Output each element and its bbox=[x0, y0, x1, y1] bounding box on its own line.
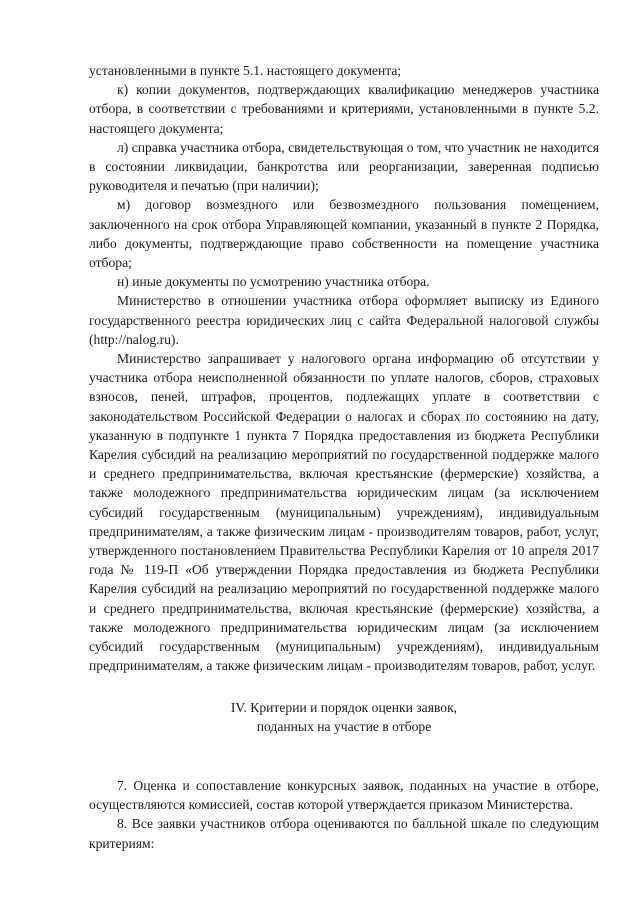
paragraph-item-l: л) справка участника отбора, свидетельствующая о том, что участник не находится в состоянии ликвидации, банкротства или реорганизации, заверенная подписью руководителя и печатью (при наличии); bbox=[89, 139, 599, 194]
paragraph-item-k: к) копии документов, подтверждающих квалификацию менеджеров участника отбора, в соответствии с требованиями и критериями, установленными в пункте 5.2. настоящего документа; bbox=[89, 82, 599, 136]
paragraph-item-8: 8. Все заявки участников отбора оцениваются по балльной шкале по следующим критериям: bbox=[89, 816, 599, 851]
paragraph-ministry-extract: Министерство в отношении участника отбора оформляет выписку из Единого государственного реестра юридических лиц с сайта Федеральной налоговой службы (http://nalog.ru). bbox=[89, 293, 599, 347]
section-heading-line-1: IV. Критерии и порядок оценки заявок, bbox=[230, 699, 458, 715]
paragraph-item-7: 7. Оценка и сопоставление конкурсных заявок, поданных на участие в отборе, осуществляются комиссией, состав которой утверждается приказом Министерства. bbox=[89, 777, 599, 813]
section-heading bbox=[89, 698, 599, 736]
document-body bbox=[89, 61, 599, 853]
paragraph-item-n: н) иные документы по усмотрению участника отбора. bbox=[117, 274, 430, 290]
section-heading-line-2: поданных на участие в отборе bbox=[256, 718, 432, 734]
paragraph-continuation: установленными в пункте 5.1. настоящего документа; bbox=[89, 63, 402, 78]
paragraph-item-m: м) договор возмездного или безвозмездного пользования помещением, заключенного на срок отбора Управляющей компании, указанный в пункте 2 Порядка, либо документы, подтверждающие право собственности на помещение участника отбора; bbox=[89, 197, 599, 271]
paragraph-ministry-request: Министерство запрашивает у налогового органа информацию об отсутствии у участника отбора неисполненной обязанности по уплате налогов, сборов, страховых взносов, пеней, штрафов, процентов, подлежащих уплате в соответствии с законодательством Российской Федерации о налогах и сборах по состоянию на дату, указанную в подпункте 1 пункта 7 Порядка предоставления из бюджета Республики Карелия субсидий на реализацию мероприятий по государственной поддержке малого и среднего предпринимательства, включая крестьянские (фермерские) хозяйства, а также молодежного предпринимательства юридическим лицам (за исключением субсидий государственным (муниципальным) учреждениям), индивидуальным предпринимателям, а также физическим лицам - производителям товаров, работ, услуг, утвержденного постановлением Правительства Республики Карелия от 10 апреля 2017 года № 119-П «Об утверждении Порядка предоставления из бюджета Республики Карелия субсидий на реализацию мероприятий по государственной поддержке малого и среднего предпринимательства, включая крестьянские (фермерские) хозяйства, а также молодежного предпринимательства юридическим лицам (за исключением субсидий государственным (муниципальным) учреждениям), индивидуальным предпринимателям, а также физическим лицам - производителям товаров, работ, услуг. bbox=[89, 351, 599, 674]
